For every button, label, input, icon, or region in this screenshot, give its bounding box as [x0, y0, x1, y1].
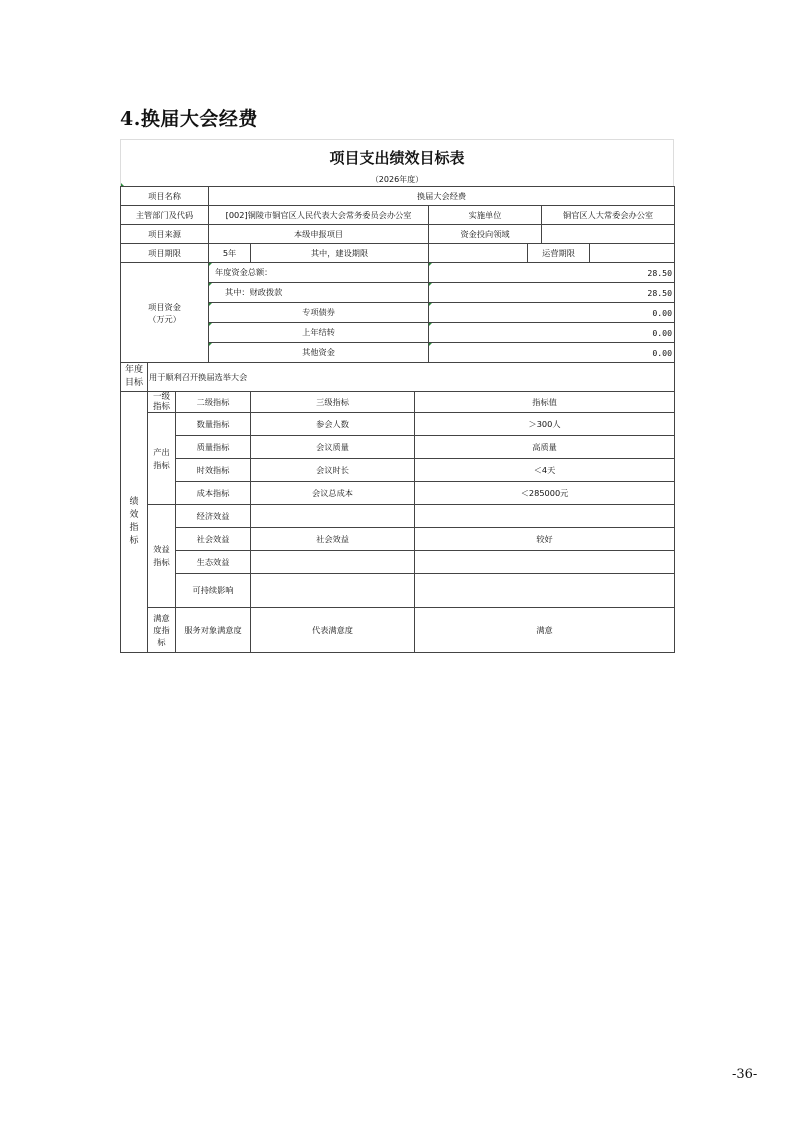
- sheet-title: 项目支出绩效目标表: [329, 149, 465, 167]
- indicator-lvl2: 生态效益: [176, 551, 251, 574]
- value-annual-goal: 用于顺利召开换届选举大会: [148, 363, 675, 392]
- cell-marker: [429, 263, 432, 266]
- label-dept-code: 主管部门及代码: [121, 206, 209, 225]
- fund-label: [209, 263, 429, 283]
- page-number: -36-: [732, 1067, 758, 1082]
- indicator-row: [121, 505, 675, 528]
- indicator-lvl2: 数量指标: [176, 413, 251, 436]
- indicator-lvl2: 社会效益: [176, 528, 251, 551]
- fund-value: [429, 283, 675, 303]
- value-project-name: 换届大会经费: [209, 187, 675, 206]
- indicator-lvl2: 质量指标: [176, 436, 251, 459]
- cell-marker: [209, 283, 212, 286]
- sheet-year-row: [120, 173, 674, 186]
- label-output: 产出指标: [148, 413, 176, 505]
- fund-label: [209, 323, 429, 343]
- sheet-year: （2026年度）: [370, 175, 424, 184]
- label-benefit: 效益指标: [148, 505, 176, 608]
- indicator-lvl2: 服务对象满意度: [176, 608, 251, 653]
- indicator-value: ＜4天: [415, 459, 675, 482]
- label-build-period: 其中，建设期限: [251, 244, 429, 263]
- value-source: 本级申报项目: [209, 225, 429, 244]
- fund-value-text: 0.00: [652, 327, 673, 338]
- cell-marker: [209, 303, 212, 306]
- value-build-period: [429, 244, 528, 263]
- performance-target-sheet: [120, 139, 674, 653]
- indicator-value: [415, 505, 675, 528]
- value-oper-period: [590, 244, 675, 263]
- header-lvl3: 三级指标: [251, 392, 415, 413]
- indicator-lvl3: [251, 574, 415, 608]
- indicator-row: [121, 528, 675, 551]
- indicator-value: 高质量: [415, 436, 675, 459]
- row-source: [121, 225, 675, 244]
- label-funds: 项目资金 （万元）: [121, 263, 209, 363]
- fund-value-text: 28.50: [647, 267, 673, 278]
- fund-label-text: 上年结转: [302, 327, 335, 337]
- indicator-row: [121, 551, 675, 574]
- fund-label: [209, 283, 429, 303]
- fund-value: [429, 303, 675, 323]
- indicator-value: 较好: [415, 528, 675, 551]
- indicator-value: 满意: [415, 608, 675, 653]
- fund-label: [209, 303, 429, 323]
- row-indicator-header: [121, 392, 675, 413]
- fund-value-text: 0.00: [652, 307, 673, 318]
- row-period: [121, 244, 675, 263]
- indicator-row: [121, 459, 675, 482]
- cell-marker: [209, 263, 212, 266]
- label-impl-unit: 实施单位: [429, 206, 542, 225]
- label-perf: 绩效指标: [121, 392, 148, 653]
- indicator-lvl3: [251, 505, 415, 528]
- cell-marker: [429, 343, 432, 346]
- performance-table: [120, 186, 675, 653]
- indicator-row: [121, 608, 675, 653]
- header-lvl1: 一级指标: [148, 392, 176, 413]
- indicator-row: [121, 413, 675, 436]
- label-project-name: 项目名称: [121, 187, 209, 206]
- header-lvl2: 二级指标: [176, 392, 251, 413]
- label-oper-period: 运营期限: [528, 244, 590, 263]
- cell-marker: [429, 323, 432, 326]
- fund-label-text: 其中：财政拨款: [225, 287, 283, 297]
- indicator-lvl3: 会议质量: [251, 436, 415, 459]
- indicator-value: [415, 551, 675, 574]
- value-period: 5年: [209, 244, 251, 263]
- fund-value: [429, 263, 675, 283]
- cell-marker: [429, 303, 432, 306]
- cell-marker: [209, 323, 212, 326]
- indicator-row: [121, 436, 675, 459]
- indicator-row: [121, 574, 675, 608]
- fund-label-text: 其他资金: [302, 347, 335, 357]
- header-value: 指标值: [415, 392, 675, 413]
- indicator-lvl2: 经济效益: [176, 505, 251, 528]
- cell-marker: [209, 343, 212, 346]
- label-period: 项目期限: [121, 244, 209, 263]
- indicator-lvl2: 成本指标: [176, 482, 251, 505]
- indicator-value: [415, 574, 675, 608]
- section-heading: 4.换届大会经费: [120, 108, 258, 130]
- fund-row: [121, 263, 675, 283]
- value-dept-code: [002]铜陵市铜官区人民代表大会常务委员会办公室: [209, 206, 429, 225]
- indicator-lvl3: 代表满意度: [251, 608, 415, 653]
- indicator-lvl3: 参会人数: [251, 413, 415, 436]
- indicator-value: ＜285000元: [415, 482, 675, 505]
- indicator-lvl2: 可持续影响: [176, 574, 251, 608]
- indicator-lvl3: 会议时长: [251, 459, 415, 482]
- value-impl-unit: 铜官区人大常委会办公室: [542, 206, 675, 225]
- fund-value-text: 28.50: [647, 287, 673, 298]
- label-satisfaction: 满意度指标: [148, 608, 176, 653]
- label-annual-goal: 年度目标: [121, 363, 148, 392]
- sheet-title-box: [120, 139, 674, 173]
- value-invest-area: [542, 225, 675, 244]
- fund-label-text: 专项债券: [302, 307, 335, 317]
- row-project-name: [121, 187, 675, 206]
- row-dept: [121, 206, 675, 225]
- indicator-lvl2: 时效指标: [176, 459, 251, 482]
- indicator-value: ＞300人: [415, 413, 675, 436]
- fund-value: [429, 323, 675, 343]
- fund-value: [429, 343, 675, 363]
- cell-marker: [429, 283, 432, 286]
- indicator-lvl3: [251, 551, 415, 574]
- indicator-lvl3: 社会效益: [251, 528, 415, 551]
- indicator-row: [121, 482, 675, 505]
- indicator-lvl3: 会议总成本: [251, 482, 415, 505]
- fund-label: [209, 343, 429, 363]
- label-invest-area: 资金投向领域: [429, 225, 542, 244]
- fund-label-text: 年度资金总额：: [215, 267, 273, 277]
- row-annual-goal: [121, 363, 675, 392]
- fund-value-text: 0.00: [652, 347, 673, 358]
- label-source: 项目来源: [121, 225, 209, 244]
